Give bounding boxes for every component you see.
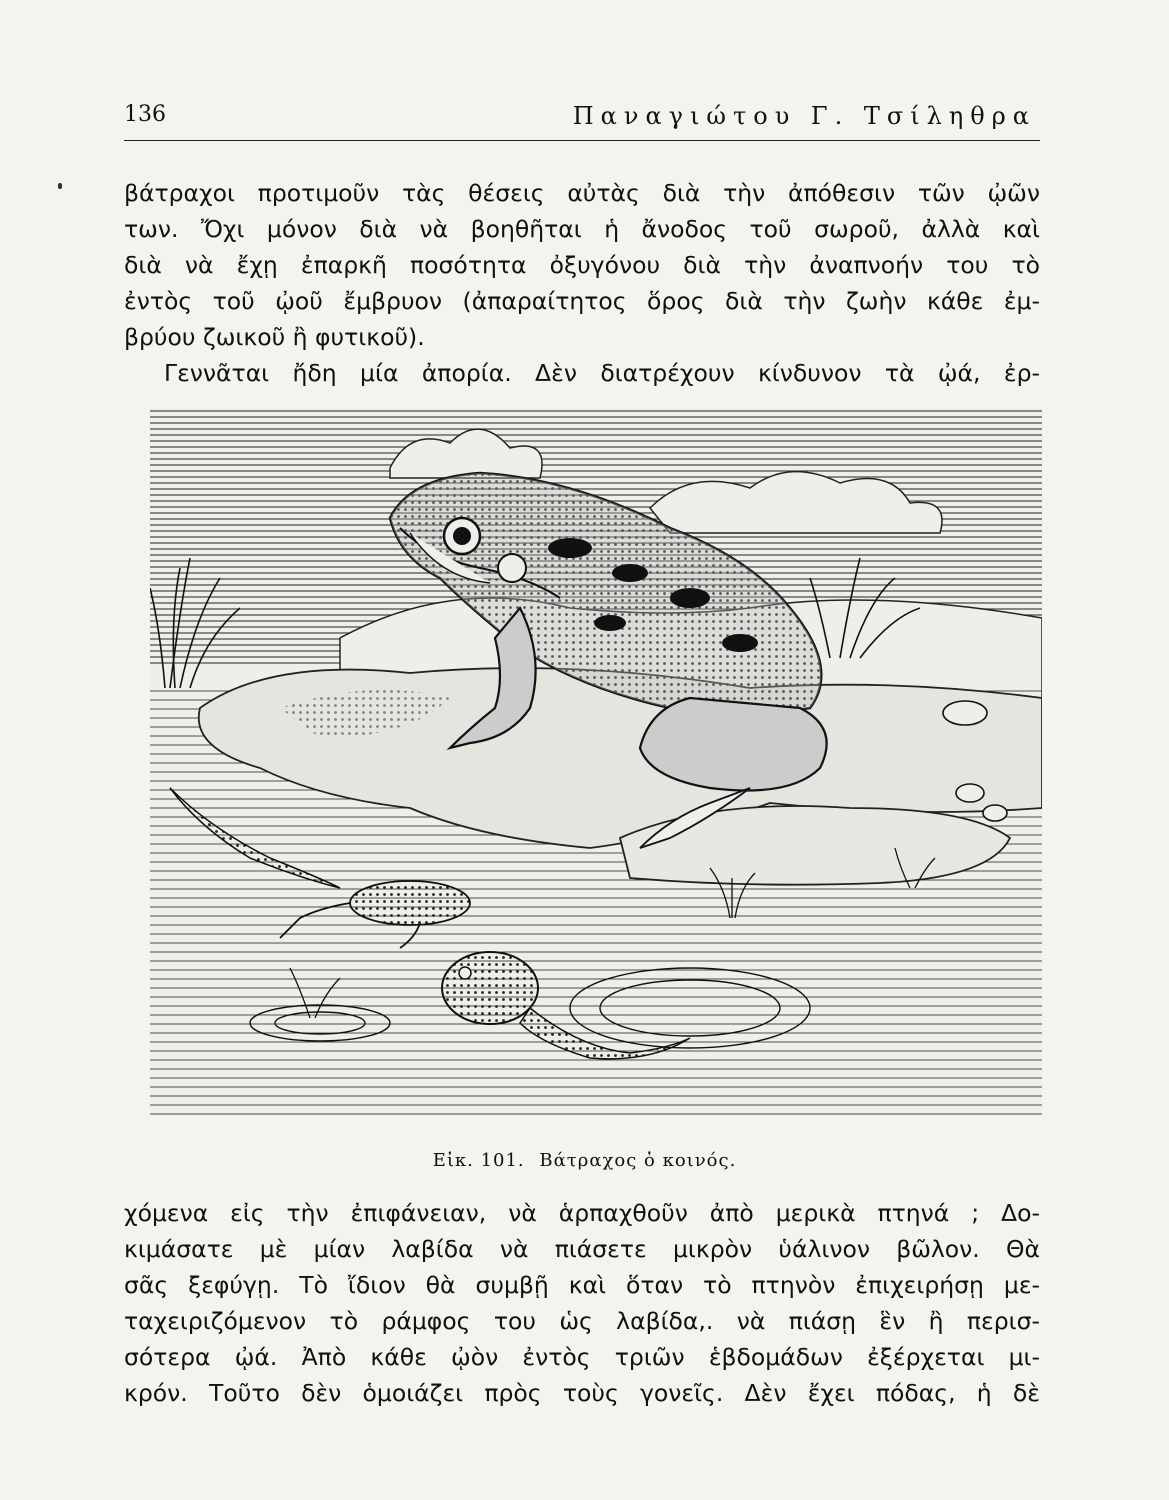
text-line: ταχειριζόμενον τὸ ράμφος του ὡς λαβίδα,. νὰ πιάσῃ ἓν ἢ περισ-: [124, 1307, 1040, 1335]
paragraph-3: [124, 1195, 1040, 1411]
margin-mark: [58, 183, 62, 189]
top-text-block: [124, 175, 1040, 391]
figure-caption: [0, 1150, 1169, 1171]
frog-illustration: [150, 408, 1042, 1116]
text-line: βρύου ζωικοῦ ἢ φυτικοῦ).: [124, 323, 425, 351]
text-line: χόμενα εἰς τὴν ἐπιφάνειαν, νὰ ἁρπαχθοῦν ἀπὸ μερικὰ πτηνά ; Δο-: [124, 1199, 1040, 1227]
running-head: Παναγιώτου Γ. Τσίληθρα: [572, 102, 1036, 130]
paragraph-2: [124, 355, 1040, 391]
text-line: βάτραχοι προτιμοῦν τὰς θέσεις αὐτὰς διὰ τὴν ἀπόθεσιν τῶν ᾠῶν: [124, 179, 1040, 207]
text-line: σᾶς ξεφύγῃ. Τὸ ἴδιον θὰ συμβῇ καὶ ὅταν τὸ πτηνὸν ἐπιχειρήσῃ με-: [124, 1271, 1040, 1299]
text-line: Γεννᾶται ἤδη μία ἀπορία. Δὲν διατρέχουν κίνδυνον τὰ ᾠά, ἐρ-: [164, 359, 1040, 387]
paragraph-1: [124, 175, 1040, 355]
text-line: των. Ὄχι μόνον διὰ νὰ βοηθῆται ἡ ἄνοδος τοῦ σωροῦ, ἀλλὰ καὶ: [124, 215, 1040, 243]
tadpole: [442, 952, 538, 1024]
frog-engraving: [150, 408, 1042, 1116]
text-line: κρόν. Τοῦτο δὲν ὁμοιάζει πρὸς τοὺς γονεῖς. Δὲν ἔχει πόδας, ἡ δὲ: [124, 1379, 1040, 1407]
text-line: διὰ νὰ ἔχῃ ἐπαρκῆ ποσότητα ὀξυγόνου διὰ τὴν ἀναπνοήν του τὸ: [124, 251, 1040, 279]
text-line: κιμάσατε μὲ μίαν λαβίδα νὰ πιάσετε μικρὸν ὑάλινον βῶλον. Θὰ: [124, 1235, 1040, 1263]
text-line: ἐντὸς τοῦ ᾠοῦ ἔμβρυον (ἀπαραίτητος ὅρος διὰ τὴν ζωὴν κάθε ἐμ-: [124, 287, 1040, 315]
caption-text: Βάτραχος ὁ κοινός.: [539, 1150, 737, 1171]
text-line: σότερα ᾠά. Ἀπὸ κάθε ᾠὸν ἐντὸς τριῶν ἑβδομάδων ἐξέρχεται μι-: [124, 1343, 1040, 1371]
caption-label: Εἰκ. 101.: [432, 1150, 525, 1171]
bottom-text-block: [124, 1195, 1040, 1411]
page-number: 136: [124, 102, 166, 127]
page-header: [124, 100, 1040, 141]
